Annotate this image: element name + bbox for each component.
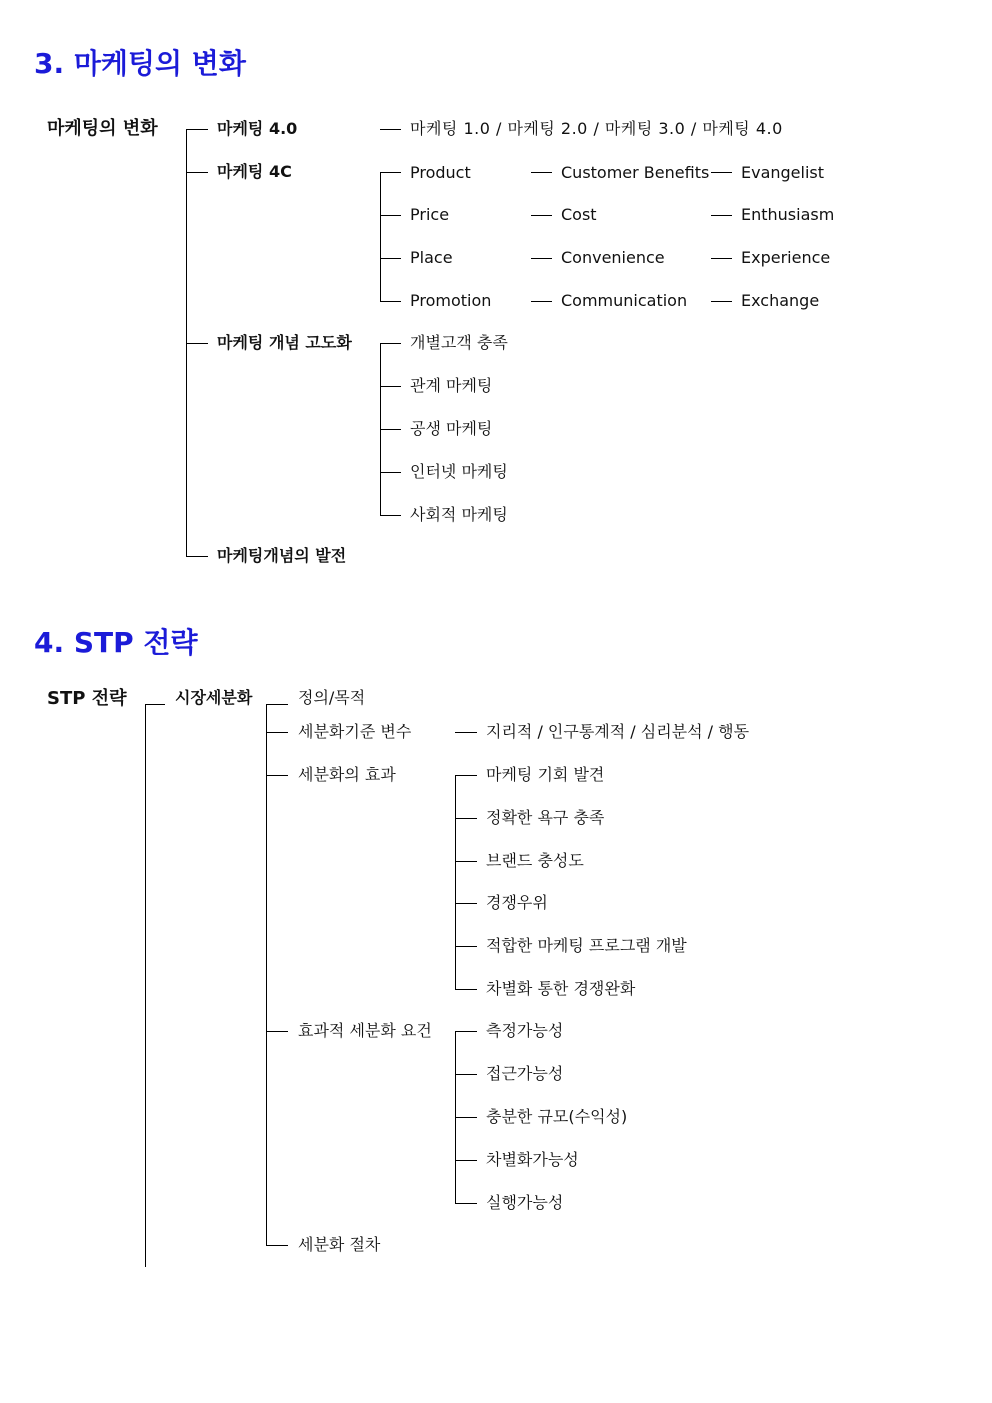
requirement-item: 측정가능성 xyxy=(486,1021,564,1040)
4c-product: Product xyxy=(410,163,471,182)
connector xyxy=(380,172,401,173)
seg-definition: 정의/목적 xyxy=(298,688,366,707)
seg-procedure: 세분화 절차 xyxy=(298,1235,381,1254)
connector xyxy=(455,1031,477,1032)
connector xyxy=(380,386,401,387)
seg-effects: 세분화의 효과 xyxy=(298,765,396,784)
connector xyxy=(380,129,401,130)
connector xyxy=(380,258,401,259)
connector xyxy=(266,704,288,705)
connector xyxy=(380,343,401,344)
4e-exchange: Exchange xyxy=(741,291,820,310)
effect-item: 브랜드 충성도 xyxy=(486,851,584,870)
connector xyxy=(531,172,552,173)
connector xyxy=(455,1160,477,1161)
requirement-item: 차별화가능성 xyxy=(486,1150,579,1169)
seg-requirements: 효과적 세분화 요건 xyxy=(298,1021,432,1040)
node-marketing-advance: 마케팅 개념 고도화 xyxy=(217,333,352,352)
node-marketing-develop: 마케팅개념의 발전 xyxy=(217,546,347,565)
connector xyxy=(531,215,552,216)
connector xyxy=(380,429,401,430)
section-3-heading: 3. 마케팅의 변화 xyxy=(34,47,246,80)
marketing-versions: 마케팅 1.0 / 마케팅 2.0 / 마케팅 3.0 / 마케팅 4.0 xyxy=(410,119,783,138)
connector xyxy=(531,301,552,302)
4c-price: Price xyxy=(410,205,450,224)
seg-variables: 세분화기준 변수 xyxy=(298,722,412,741)
node-marketing-4-0: 마케팅 4.0 xyxy=(217,119,298,138)
effect-item: 경쟁우위 xyxy=(486,893,548,912)
connector xyxy=(455,775,477,776)
connector xyxy=(186,172,208,173)
connector xyxy=(145,704,165,705)
connector xyxy=(455,989,477,990)
requirement-item: 접근가능성 xyxy=(486,1064,564,1083)
connector xyxy=(266,704,267,1245)
connector xyxy=(531,258,552,259)
connector xyxy=(455,775,456,989)
4c-cost: Cost xyxy=(561,205,597,224)
advance-item: 인터넷 마케팅 xyxy=(410,462,508,481)
advance-item: 공생 마케팅 xyxy=(410,419,493,438)
node-marketing-4c: 마케팅 4C xyxy=(217,162,292,181)
advance-item: 개별고객 충족 xyxy=(410,333,508,352)
connector xyxy=(380,515,401,516)
connector xyxy=(455,903,477,904)
connector xyxy=(145,704,146,1267)
connector xyxy=(266,775,288,776)
connector xyxy=(455,1074,477,1075)
connector xyxy=(455,946,477,947)
connector xyxy=(455,861,477,862)
connector xyxy=(266,732,288,733)
connector xyxy=(380,215,401,216)
tree-root-marketing-change: 마케팅의 변화 xyxy=(47,118,158,139)
connector xyxy=(186,343,208,344)
effect-item: 차별화 통한 경쟁완화 xyxy=(486,979,636,998)
advance-item: 관계 마케팅 xyxy=(410,376,493,395)
4e-enthusiasm: Enthusiasm xyxy=(741,205,835,224)
connector xyxy=(455,732,477,733)
connector xyxy=(455,1117,477,1118)
connector xyxy=(380,172,381,301)
connector xyxy=(380,301,401,302)
connector xyxy=(186,556,208,557)
4e-evangelist: Evangelist xyxy=(741,163,825,182)
connector xyxy=(711,172,732,173)
connector xyxy=(186,129,208,130)
connector xyxy=(711,258,732,259)
effect-item: 적합한 마케팅 프로그램 개발 xyxy=(486,936,687,955)
4c-promotion: Promotion xyxy=(410,291,492,310)
4c-customer-benefits: Customer Benefits xyxy=(561,163,710,182)
section-4-heading: 4. STP 전략 xyxy=(34,626,198,659)
connector xyxy=(266,1031,288,1032)
requirement-item: 충분한 규모(수익성) xyxy=(486,1107,628,1126)
4c-convenience: Convenience xyxy=(561,248,665,267)
advance-item: 사회적 마케팅 xyxy=(410,505,508,524)
connector xyxy=(380,472,401,473)
4e-experience: Experience xyxy=(741,248,831,267)
connector xyxy=(711,215,732,216)
4c-communication: Communication xyxy=(561,291,688,310)
connector xyxy=(711,301,732,302)
effect-item: 마케팅 기회 발견 xyxy=(486,765,605,784)
seg-variable-values: 지리적 / 인구통계적 / 심리분석 / 행동 xyxy=(486,722,750,741)
node-market-segmentation: 시장세분화 xyxy=(175,688,253,707)
connector xyxy=(455,1203,477,1204)
effect-item: 정확한 욕구 충족 xyxy=(486,808,605,827)
connector xyxy=(455,818,477,819)
4c-place: Place xyxy=(410,248,453,267)
requirement-item: 실행가능성 xyxy=(486,1193,564,1212)
connector xyxy=(266,1245,288,1246)
tree-root-stp: STP 전략 xyxy=(47,688,127,709)
